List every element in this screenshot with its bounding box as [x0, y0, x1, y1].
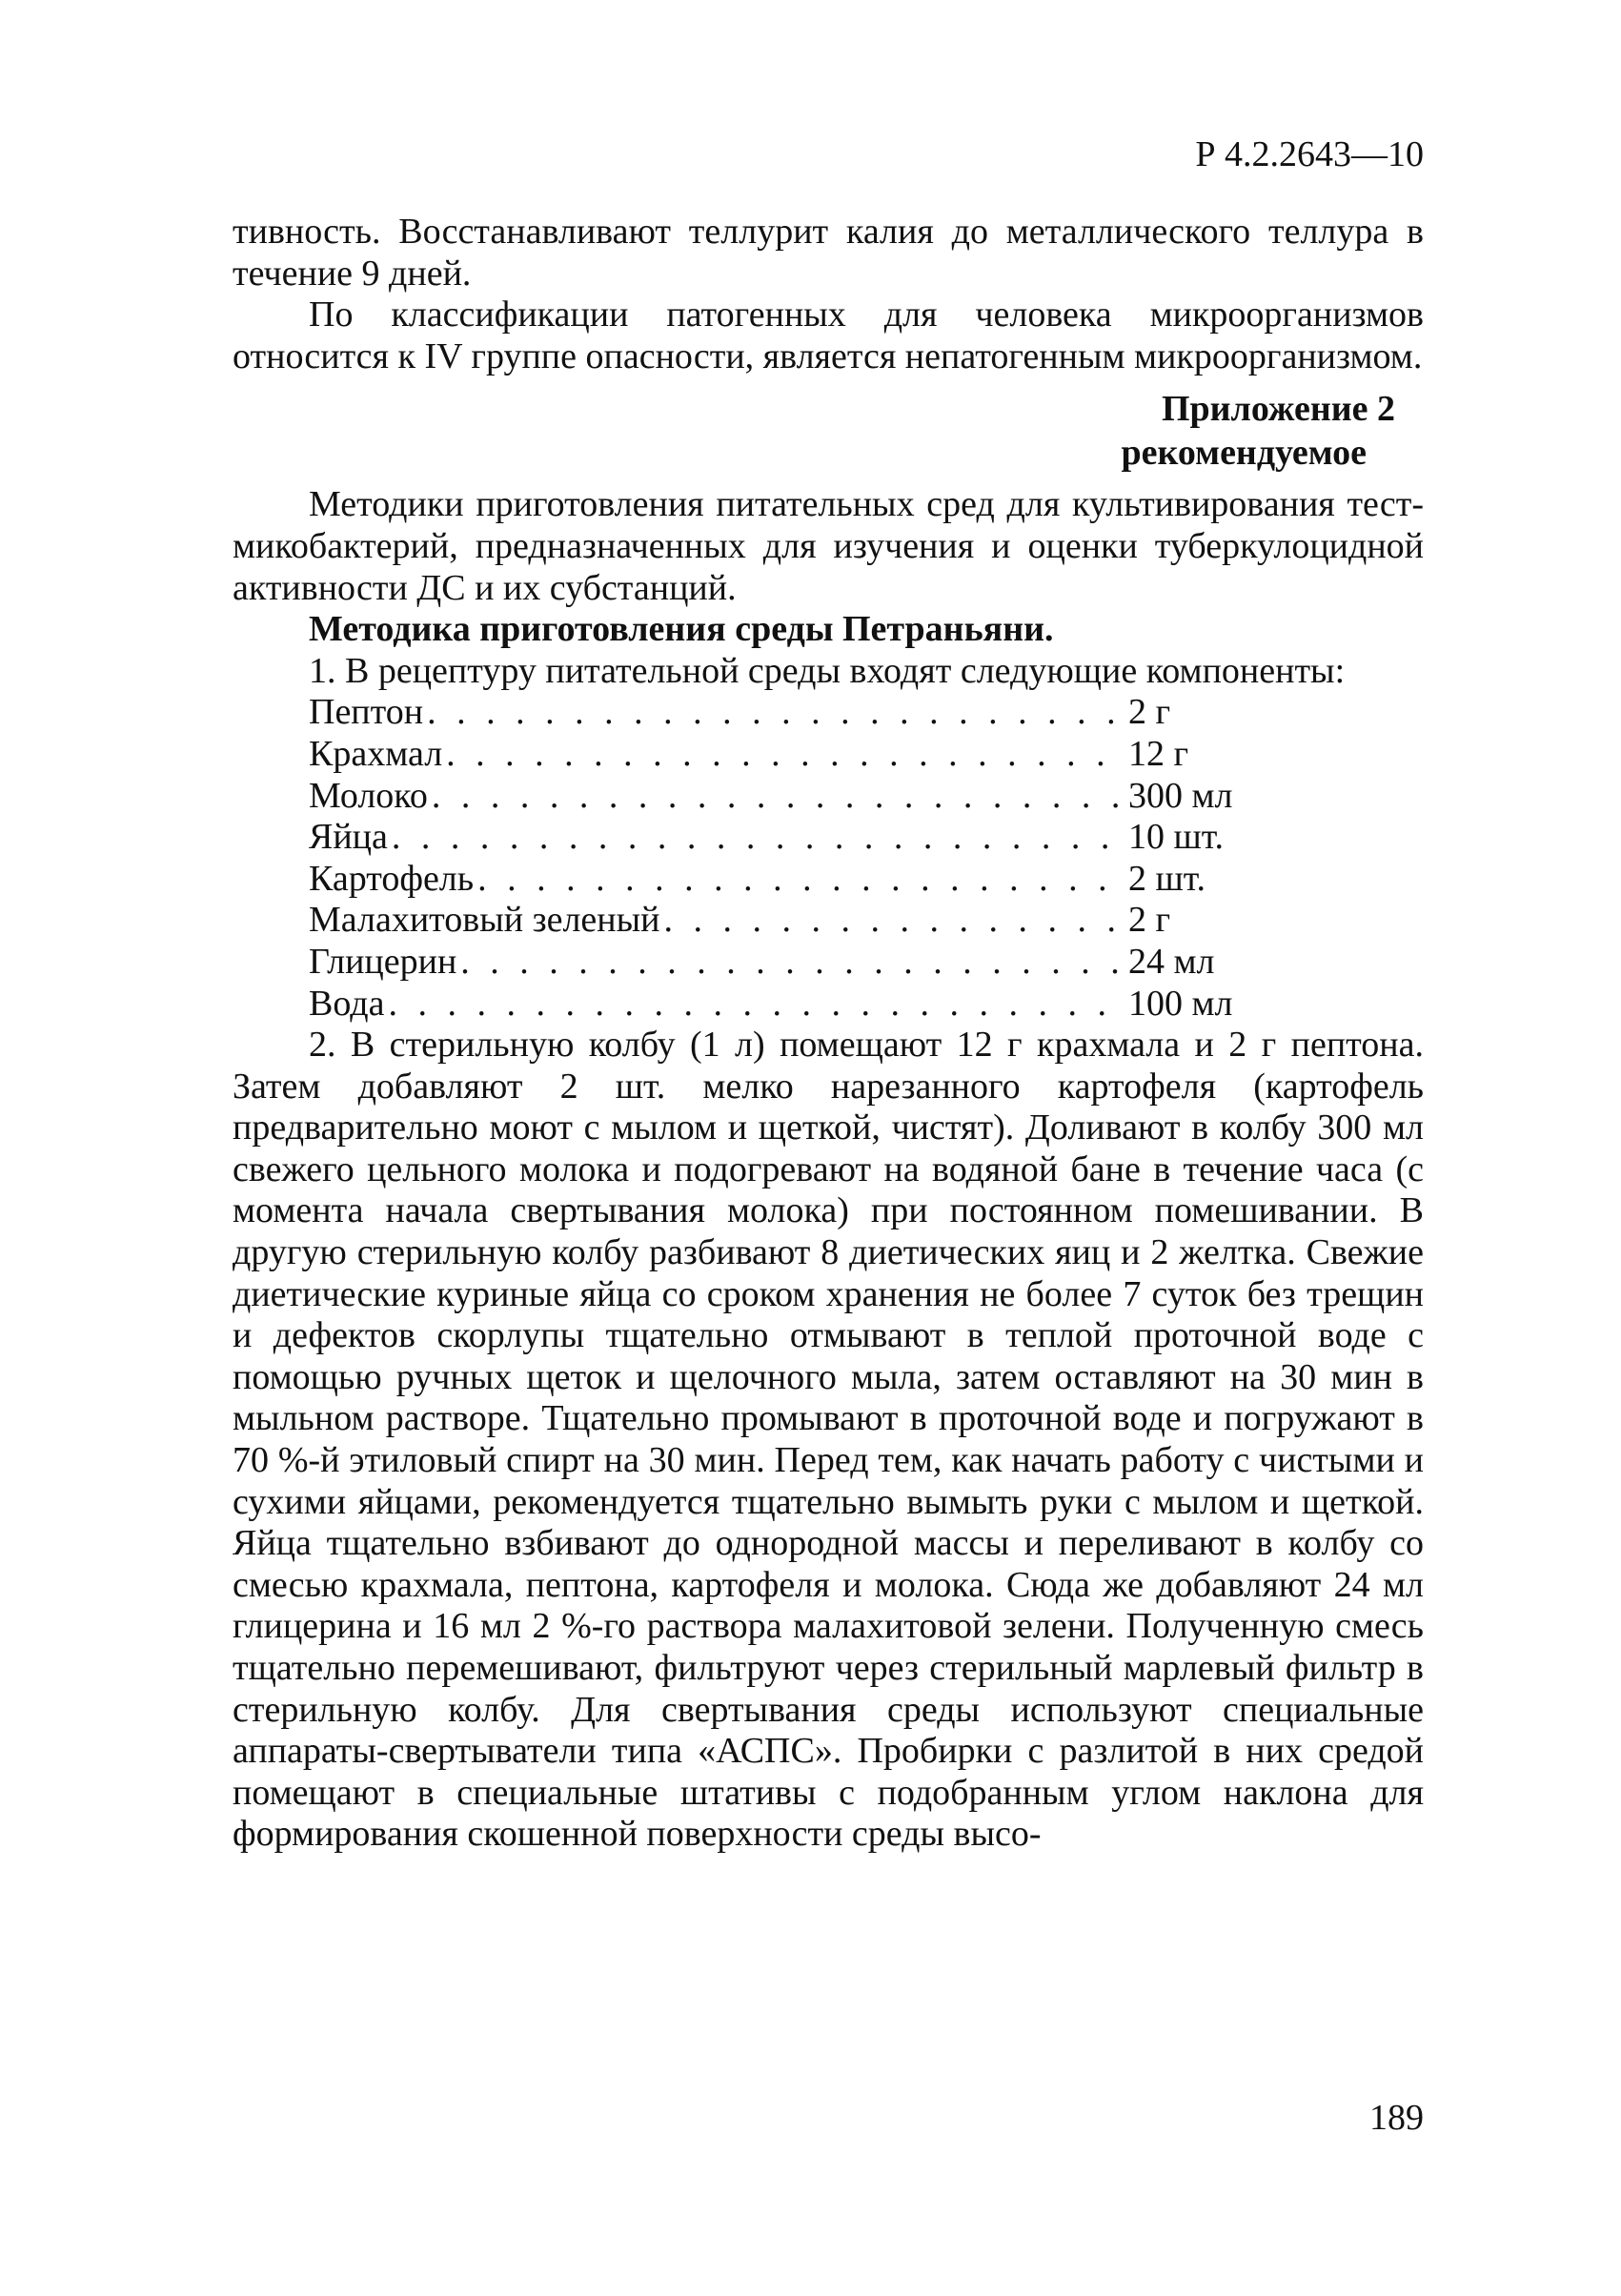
document-code: Р 4.2.2643—10: [1195, 134, 1424, 174]
appendix-subtitle: рекомендуемое: [1121, 433, 1367, 474]
page-number: 189: [1369, 2098, 1424, 2138]
ingredient-name: Крахмал: [309, 733, 443, 774]
ingredient-row: [309, 692, 1262, 734]
appendix-title: Приложение 2: [1161, 389, 1395, 430]
paragraph-methods-intro: Методики приготовления питательных сред для культивирования тест-микобактерий, предназначенных для изучения и оценки туберкулоцидной активности ДС и их субстанций.: [233, 484, 1424, 608]
ingredient-amount: 2 г: [1128, 900, 1171, 941]
ingredient-name: Вода: [309, 983, 385, 1024]
ingredients-list: [309, 692, 1262, 1025]
ingredient-name: Пептон: [309, 692, 424, 733]
appendix-heading: [233, 387, 1395, 475]
leader-dots: [392, 817, 1123, 859]
leader-dots: [460, 942, 1123, 984]
ingredient-name: Глицерин: [309, 941, 457, 982]
ingredient-row: [309, 900, 1262, 942]
ingredient-row: [309, 734, 1262, 776]
document-body: [233, 212, 1424, 1856]
ingredient-name: Малахитовый зеленый: [309, 900, 660, 941]
ingredient-row: [309, 817, 1262, 859]
ingredient-amount: 300 мл: [1128, 775, 1233, 816]
ingredient-row: [309, 942, 1262, 984]
leader-dots: [427, 692, 1123, 734]
ingredient-name: Картофель: [309, 858, 475, 899]
ingredient-amount: 12 г: [1128, 733, 1189, 774]
ingredient-amount: 10 шт.: [1128, 817, 1225, 858]
ingredient-amount: 100 мл: [1128, 983, 1233, 1024]
ingredient-name: Молоко: [309, 775, 428, 816]
ingredient-amount: 2 г: [1128, 692, 1171, 733]
ingredient-amount: 2 шт.: [1128, 858, 1206, 899]
ingredient-amount: 24 мл: [1128, 941, 1215, 982]
ingredient-name: Яйца: [309, 817, 388, 858]
leader-dots: [477, 859, 1123, 901]
leader-dots: [388, 984, 1123, 1026]
leader-dots: [663, 900, 1123, 942]
paragraph-classification: По классификации патогенных для человека микроорганизмов относится к IV группе опасности, является непатогенным микроорганизмом.: [233, 295, 1424, 376]
leader-dots: [446, 734, 1123, 776]
step-2: 2. В стерильную колбу (1 л) помещают 12 г крахмала и 2 г пептона. Затем добавляют 2 шт. мелко нарезанного картофеля (картофель предварительно моют с мылом и щеткой, чистят). Доливают в колбу 300 мл свежего цельного молока и подогревают на водяной бане в течение часа (с момента начала свертывания молока) при постоянном помешивании. В другую стерильную колбу разбивают 8 диетических яиц и 2 желтка. Свежие диетические куриные яйца со сроком хранения не более 7 суток без трещин и дефектов скорлупы тщательно отмывают в теплой проточной воде с помощью ручных щеток и щелочного мыла, затем оставляют на 30 мин в мыльном растворе. Тщательно промывают в проточной воде и погружают в 70 %-й этиловый спирт на 30 мин. Перед тем, как начать работу с чистыми и сухими яйцами, рекомендуется тщательно вымыть руки с мылом и щеткой. Яйца тщательно взбивают до однородной массы и переливают в колбу со смесью крахмала, пептона, картофеля и молока. Сюда же добавляют 24 мл глицерина и 16 мл 2 %-го раствора малахитовой зелени. Полученную смесь тщательно перемешивают, фильтруют через стерильный марлевый фильтр в стерильную колбу. Для свертывания среды используют специальные аппараты-свертыватели типа «АСПС». Пробирки с разлитой в них средой помещают в специальные штативы с подобранным углом наклона для формирования скошенной поверхности среды высо-: [233, 1025, 1424, 1855]
step-1: 1. В рецептуру питательной среды входят следующие компоненты:: [309, 650, 1346, 691]
ingredient-row: [309, 776, 1262, 818]
method-title: Методика приготовления среды Петраньяни.: [309, 609, 1054, 650]
paragraph-continuation: тивность. Восстанавливают теллурит калия до металлического теллура в течение 9 дней.: [233, 212, 1424, 294]
ingredient-row: [309, 984, 1262, 1026]
ingredient-row: [309, 859, 1262, 901]
leader-dots: [432, 776, 1123, 818]
